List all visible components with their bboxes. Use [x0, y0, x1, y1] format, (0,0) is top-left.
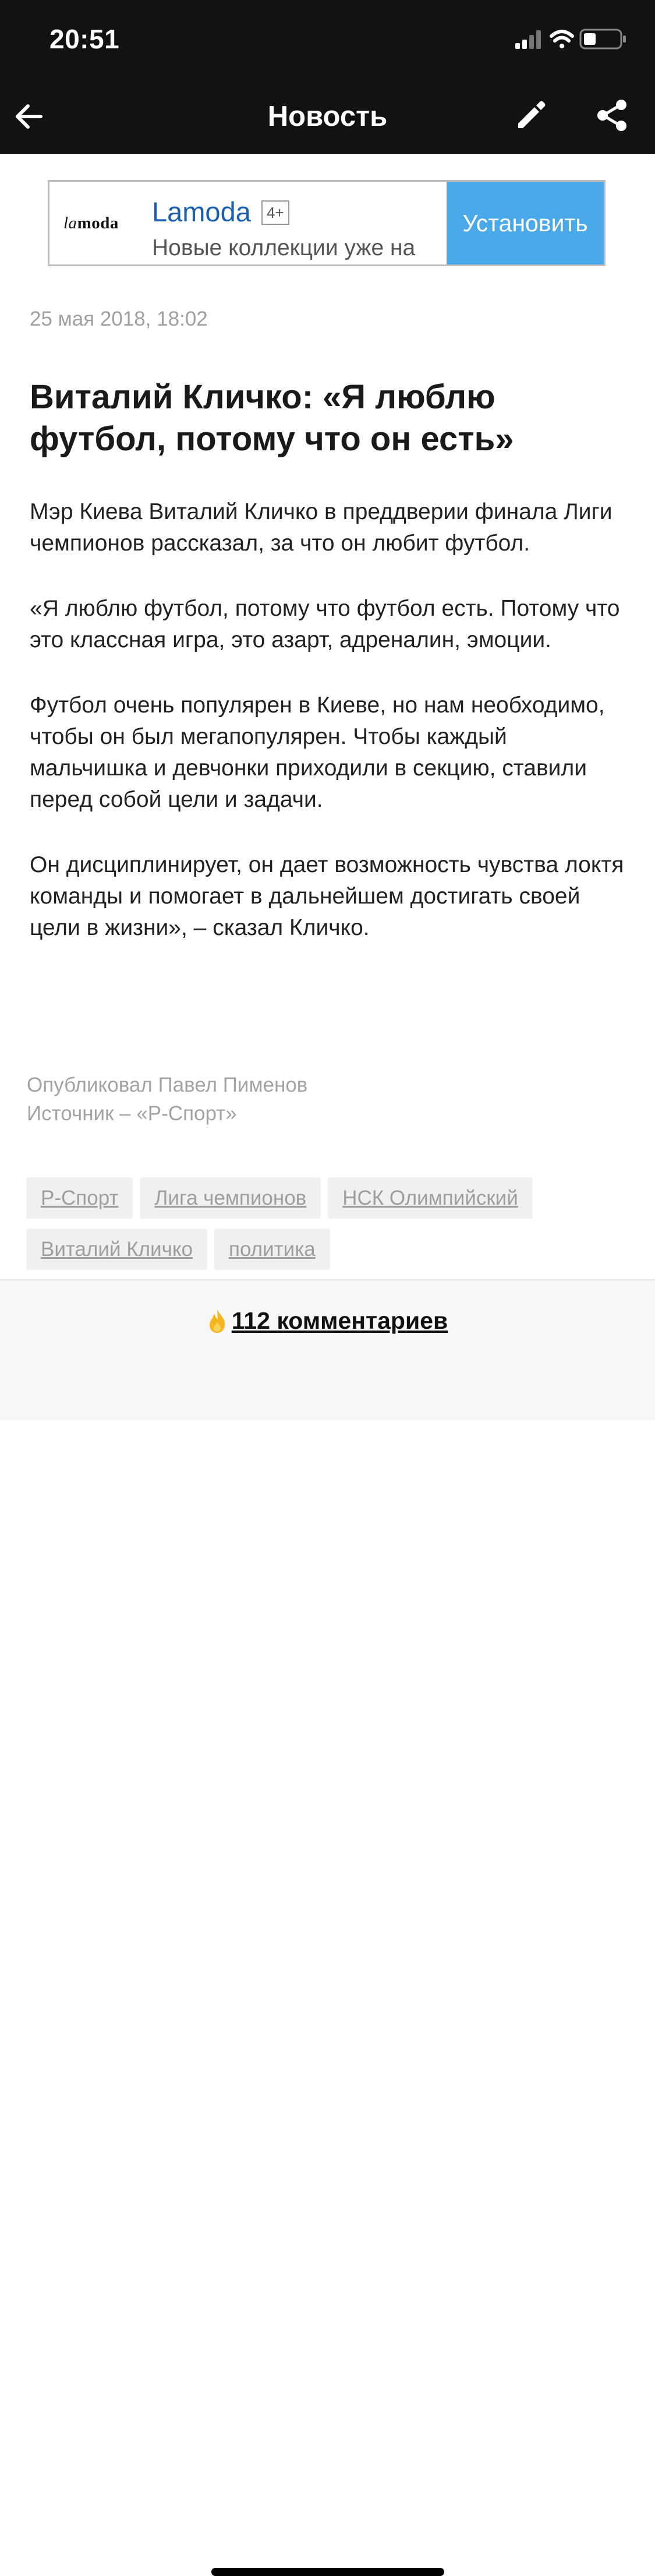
- edit-button[interactable]: [514, 98, 548, 133]
- article-paragraph: «Я люблю футбол, потому что футбол есть. Потому что это классная игра, это азарт, адреналин, эмоции.: [30, 596, 620, 652]
- wifi-icon: [551, 31, 572, 48]
- share-button[interactable]: [595, 98, 630, 133]
- article-meta: [27, 1071, 307, 1128]
- ad-title: Lamoda: [152, 196, 251, 227]
- pencil-icon: [514, 98, 548, 133]
- comments-link[interactable]: [0, 1307, 655, 1335]
- article-date: 25 мая 2018, 18:02: [30, 308, 208, 330]
- article-body: [30, 496, 629, 978]
- article-paragraph: Он дисциплинирует, он дает возможность чувства локтя команды и помогает в дальнейшем достигать своей цели в жизни», – сказал Кличко.: [30, 852, 624, 940]
- install-button[interactable]: Установить: [447, 182, 604, 264]
- tag-r-sport[interactable]: Р-Спорт: [26, 1177, 133, 1219]
- tag-vitaly-klitschko[interactable]: Виталий Кличко: [26, 1229, 207, 1270]
- published-by: Опубликовал Павел Пименов: [27, 1074, 308, 1096]
- comments-count-label: 112 комментариев: [231, 1307, 448, 1334]
- lamoda-logo: lamoda: [63, 214, 119, 232]
- battery-icon: [580, 30, 626, 48]
- navigation-bar: [0, 77, 655, 154]
- page-title: Новость: [267, 101, 388, 132]
- tag-politics[interactable]: политика: [214, 1229, 330, 1270]
- status-bar: [0, 0, 655, 77]
- article-paragraph: Футбол очень популярен в Киеве, но нам необходимо, чтобы он был мегапопулярен. Чтобы каждый мальчишка и девчонки приходили в секцию, ставили перед собой цели и задачи.: [30, 693, 605, 812]
- status-icons: [515, 28, 632, 51]
- tag-champions-league[interactable]: Лига чемпионов: [140, 1177, 321, 1219]
- article-source: Источник – «Р-Спорт»: [27, 1102, 237, 1125]
- tag-list: [26, 1177, 643, 1280]
- home-indicator: [211, 2568, 444, 2576]
- tag-nsk-olimpiyskiy[interactable]: НСК Олимпийский: [328, 1177, 533, 1219]
- comments-footer: [0, 1279, 655, 1420]
- cellular-signal-icon: [515, 30, 541, 49]
- article-paragraph: Мэр Киева Виталий Кличко в преддверии финала Лиги чемпионов рассказал, за что он любит футбол.: [30, 499, 612, 556]
- flame-icon: [207, 1308, 227, 1333]
- share-icon: [595, 98, 630, 133]
- status-time: 20:51: [49, 24, 120, 54]
- article-title: Виталий Кличко: «Я люблю футбол, потому что он есть»: [30, 378, 514, 458]
- ad-subtitle: Новые коллекции уже на: [152, 235, 416, 260]
- ad-banner[interactable]: [48, 180, 606, 266]
- age-rating-badge: 4+: [261, 200, 289, 225]
